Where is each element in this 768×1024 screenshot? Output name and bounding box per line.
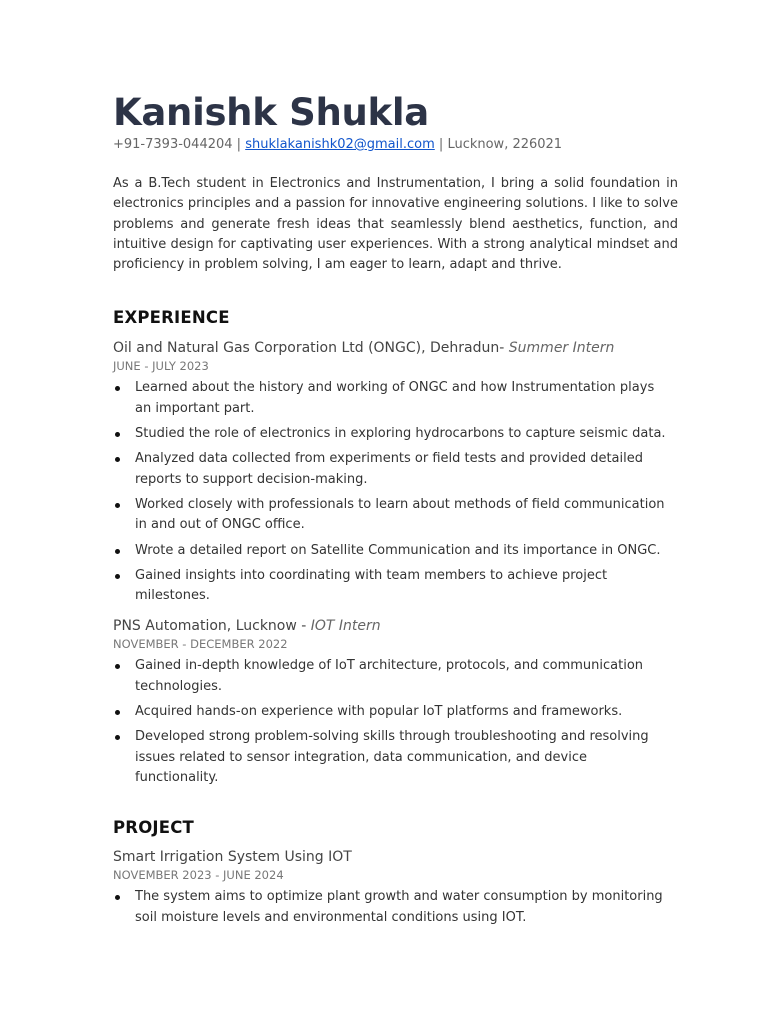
bullet-text: Studied the role of electronics in exploring hydrocarbons to capture seismic data. [135, 426, 666, 442]
bullet-text: Gained insights into coordinating with team members to achieve project milestones. [135, 567, 608, 604]
bullet-icon [115, 503, 120, 508]
list-item [113, 566, 678, 607]
job-bullet-list [113, 378, 678, 606]
phone-number: +91-7393-044204 [113, 137, 233, 152]
project-bullet-list [113, 887, 678, 928]
job-bullet-list [113, 656, 678, 788]
bullet-icon [115, 710, 120, 715]
bullet-icon [115, 574, 120, 579]
resume-content [113, 90, 678, 933]
bullet-icon [115, 664, 120, 669]
bullet-text: The system aims to optimize plant growth and water consumption by monitoring soil moisture levels and environmental conditions using IOT. [135, 889, 663, 925]
list-item [113, 656, 678, 697]
bullet-text: Acquired hands-on experience with popular IoT platforms and frameworks. [135, 704, 623, 720]
project-entry [113, 847, 678, 928]
title-dash: - [499, 340, 509, 357]
job-role: Summer Intern [508, 340, 615, 357]
list-item [113, 449, 678, 490]
experience-heading: EXPERIENCE [113, 308, 230, 328]
list-item [113, 702, 678, 722]
location: Lucknow, 226021 [447, 137, 563, 152]
project-name: Smart Irrigation System Using IOT [113, 849, 352, 866]
experience-entry-pns [113, 616, 678, 788]
title-dash: - [296, 618, 311, 635]
project-heading: PROJECT [113, 818, 194, 838]
bullet-icon [115, 549, 120, 554]
job-title-line [113, 338, 678, 358]
bullet-icon [115, 735, 120, 740]
experience-entry-ongc [113, 338, 678, 606]
job-title-line [113, 616, 678, 636]
company-name: PNS Automation, Lucknow [113, 618, 297, 635]
contact-line [113, 136, 678, 154]
bullet-icon [115, 432, 120, 437]
bullet-icon [115, 457, 120, 462]
list-item [113, 424, 678, 444]
list-item [113, 541, 678, 561]
project-dates: NOVEMBER 2023 - JUNE 2024 [113, 868, 284, 883]
bullet-text: Analyzed data collected from experiments or field tests and provided detailed reports to support decision-making. [135, 451, 643, 487]
list-item [113, 887, 678, 928]
job-dates: JUNE - JULY 2023 [113, 359, 209, 374]
bullet-icon [115, 895, 120, 900]
list-item [113, 495, 678, 536]
separator: | [438, 137, 444, 152]
professional-summary: As a B.Tech student in Electronics and Instrumentation, I bring a solid foundation in electronics principles and a passion for innovative engineering solutions. I like to solve problems and generate fresh ideas that seamlessly blend aesthetics, function, and intuitive design for captivating user experiences. With a strong analytical mindset and proficiency in problem solving, I am eager to learn, adapt and thrive. [113, 176, 678, 273]
job-role: IOT Intern [310, 618, 381, 635]
bullet-text: Developed strong problem-solving skills through troubleshooting and resolving issues related to sensor integration, data communication, and device functionality. [135, 729, 649, 785]
bullet-text: Worked closely with professionals to learn about methods of field communication in and out of ONGC office. [135, 496, 665, 533]
job-dates: NOVEMBER - DECEMBER 2022 [113, 637, 288, 652]
list-item [113, 727, 678, 788]
bullet-text: Gained in-depth knowledge of IoT architecture, protocols, and communication technologies. [135, 658, 644, 694]
bullet-text: Wrote a detailed report on Satellite Communication and its importance in ONGC. [135, 542, 661, 558]
bullet-text: Learned about the history and working of ONGC and how Instrumentation plays an important part. [135, 380, 655, 416]
email-link[interactable]: shuklakanishk02@gmail.com [245, 137, 435, 152]
company-name: Oil and Natural Gas Corporation Ltd (ONGC), Dehradun [113, 340, 500, 357]
list-item [113, 378, 678, 419]
separator: | [236, 137, 242, 152]
candidate-name: Kanishk Shukla [113, 91, 429, 134]
bullet-icon [115, 386, 120, 391]
